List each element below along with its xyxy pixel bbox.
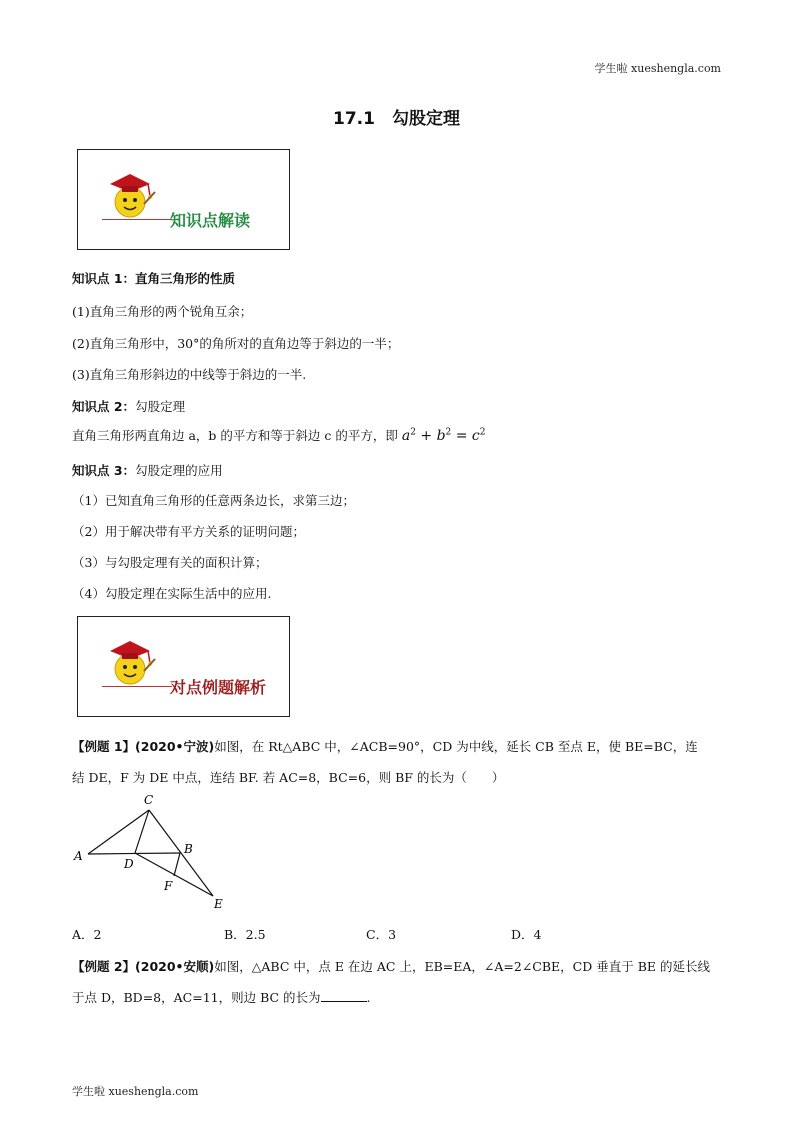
knowledge-2-text: 直角三角形两直角边 a，b 的平方和等于斜边 c 的平方，即 $a^2 + b^2 = c^2$: [72, 427, 486, 444]
page-header: 学生啦 xueshengla.com: [594, 62, 721, 75]
knowledge-2-heading: 知识点 2：勾股定理: [72, 399, 186, 414]
knowledge-3-item: （3）与勾股定理有关的面积计算；: [72, 555, 268, 570]
section-banner-knowledge: [77, 149, 290, 250]
knowledge-1-heading: 知识点 1：直角三角形的性质: [72, 271, 236, 286]
knowledge-1-item: (2)直角三角形中，30°的角所对的直角边等于斜边的一半；: [72, 336, 400, 351]
graduation-cap-mascot-icon: [100, 631, 160, 691]
answer-option: C．3: [366, 927, 397, 942]
point-label: D: [124, 857, 134, 871]
section-banner-examples: [77, 616, 290, 717]
point-label: F: [164, 879, 173, 893]
knowledge-3-item: （1）已知直角三角形的任意两条边长，求第三边；: [72, 493, 355, 508]
knowledge-3-item: （4）勾股定理在实际生活中的应用.: [72, 586, 272, 601]
point-label: A: [74, 849, 83, 863]
triangle-figure: [66, 790, 236, 915]
segment-ab: [88, 853, 180, 854]
page-footer: 学生啦 xueshengla.com: [72, 1085, 199, 1098]
segment-ac: [88, 810, 149, 854]
example-1-line: 【例题 1】(2020•宁波)如图，在 Rt△ABC 中，∠ACB=90°，CD 为中线，延长 CB 至点 E，使 BE=BC，连: [72, 739, 698, 754]
answer-option: B．2.5: [224, 927, 266, 942]
knowledge-3-item: （2）用于解决带有平方关系的证明问题；: [72, 524, 305, 539]
example-2-line: 【例题 2】(2020•安顺)如图，△ABC 中，点 E 在边 AC 上，EB=EA，∠A=2∠CBE，CD 垂直于 BE 的延长线: [72, 959, 711, 974]
answer-blank: [321, 989, 367, 1002]
example-2-line: 于点 D，BD=8，AC=11，则边 BC 的长为 .: [72, 990, 371, 1005]
point-label: C: [144, 793, 154, 807]
knowledge-1-item: (1)直角三角形的两个锐角互余；: [72, 304, 253, 319]
example-1-line: 结 DE，F 为 DE 中点，连结 BF. 若 AC=8，BC=6，则 BF 的长为（ ）: [72, 770, 505, 785]
graduation-cap-mascot-icon: [100, 164, 160, 224]
segment-cd: [135, 810, 149, 853]
banner-underline: [102, 219, 172, 220]
banner-underline: [102, 686, 172, 687]
pythagorean-formula: $a^2 + b^2 = c^2$: [401, 427, 486, 444]
segment-bf: [174, 853, 180, 876]
knowledge-3-heading: 知识点 3：勾股定理的应用: [72, 463, 223, 478]
knowledge-1-item: (3)直角三角形斜边的中线等于斜边的一半.: [72, 367, 307, 382]
answer-option: A．2: [72, 927, 102, 942]
point-label: E: [214, 897, 223, 911]
page-title: 17.1 勾股定理: [333, 109, 460, 129]
banner-title: 知识点解读: [170, 211, 251, 230]
answer-option: D．4: [511, 927, 542, 942]
point-label: B: [184, 842, 193, 856]
banner-title: 对点例题解析: [170, 678, 267, 697]
